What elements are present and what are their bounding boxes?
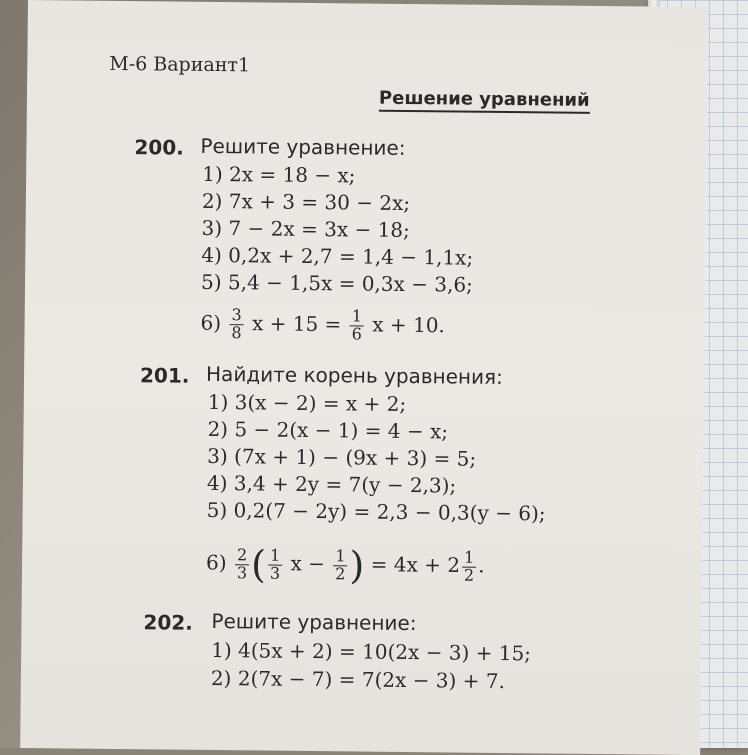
- section-title: Решение уравнений: [379, 88, 590, 114]
- task-title-202: Решите уравнение:: [211, 608, 417, 636]
- equation-202-1: 1) 4(5x + 2) = 10(2x − 3) + 15;: [211, 637, 532, 666]
- fraction-denominator: 3: [269, 563, 281, 583]
- equation-201-2: 2) 5 − 2(x − 1) = 4 − x;: [207, 416, 449, 444]
- equation-end: .: [478, 553, 485, 578]
- variant-label: М-6 Вариант1: [109, 52, 251, 77]
- fraction-numerator: 1: [462, 549, 476, 567]
- equation-200-3: 3) 7 − 2x = 3x − 18;: [201, 215, 410, 243]
- equation-suffix: x + 10.: [372, 312, 445, 338]
- equation-201-5: 5) 0,2(7 − 2y) = 2,3 − 0,3(y − 6);: [206, 497, 546, 526]
- equation-202-2: 2) 2(7x − 7) = 7(2x − 3) + 7.: [210, 665, 506, 694]
- item-prefix: 6): [205, 550, 227, 575]
- fraction-denominator: 8: [231, 322, 242, 343]
- fraction: [229, 307, 244, 342]
- equation-200-5: 5) 5,4 − 1,5x = 0,3x − 3,6;: [200, 269, 473, 297]
- close-paren: ): [349, 543, 365, 588]
- equation-201-3: 3) (7x + 1) − (9x + 3) = 5;: [207, 443, 477, 471]
- textbook-page: [20, 0, 708, 755]
- fraction: [333, 545, 348, 583]
- fraction-denominator: 6: [351, 324, 362, 344]
- equation-200-1: 1) 2x = 18 − x;: [202, 161, 356, 188]
- fraction-denominator: 3: [236, 562, 248, 582]
- item-prefix: 6): [200, 310, 222, 335]
- fraction: [235, 544, 250, 582]
- fraction: [462, 549, 477, 584]
- task-number-202: 202.: [143, 610, 193, 635]
- equation-right: = 4x + 2: [370, 552, 461, 578]
- fraction: [268, 547, 283, 582]
- fraction-denominator: 2: [463, 565, 475, 585]
- fraction-numerator: 1: [350, 308, 364, 326]
- equation-middle: x −: [290, 551, 326, 576]
- task-number-201: 201.: [139, 363, 190, 388]
- task-number-200: 200.: [134, 135, 184, 160]
- equation-200-4: 4) 0,2x + 2,7 = 1,4 − 1,1x;: [201, 242, 474, 270]
- fraction-numerator: 1: [268, 547, 282, 565]
- open-paren: (: [250, 542, 267, 587]
- fraction-numerator: 2: [235, 547, 249, 565]
- fraction-numerator: 1: [333, 548, 347, 566]
- equation-201-4: 4) 3,4 + 2y = 7(y − 2,3);: [206, 470, 457, 498]
- task-title-201: Найдите корень уравнения:: [205, 361, 503, 389]
- fraction-denominator: 2: [335, 563, 346, 583]
- equation-201-6: [206, 542, 485, 589]
- equation-200-6: [200, 307, 445, 344]
- equation-201-1: 1) 3(x − 2) = x + 2;: [207, 389, 407, 416]
- equation-200-2: 2) 7x + 3 = 30 − 2x;: [201, 188, 411, 216]
- fraction-numerator: 3: [229, 307, 243, 325]
- fraction: [350, 308, 365, 343]
- task-title-200: Решите уравнение:: [200, 133, 406, 160]
- equation-middle: x + 15 =: [251, 311, 342, 337]
